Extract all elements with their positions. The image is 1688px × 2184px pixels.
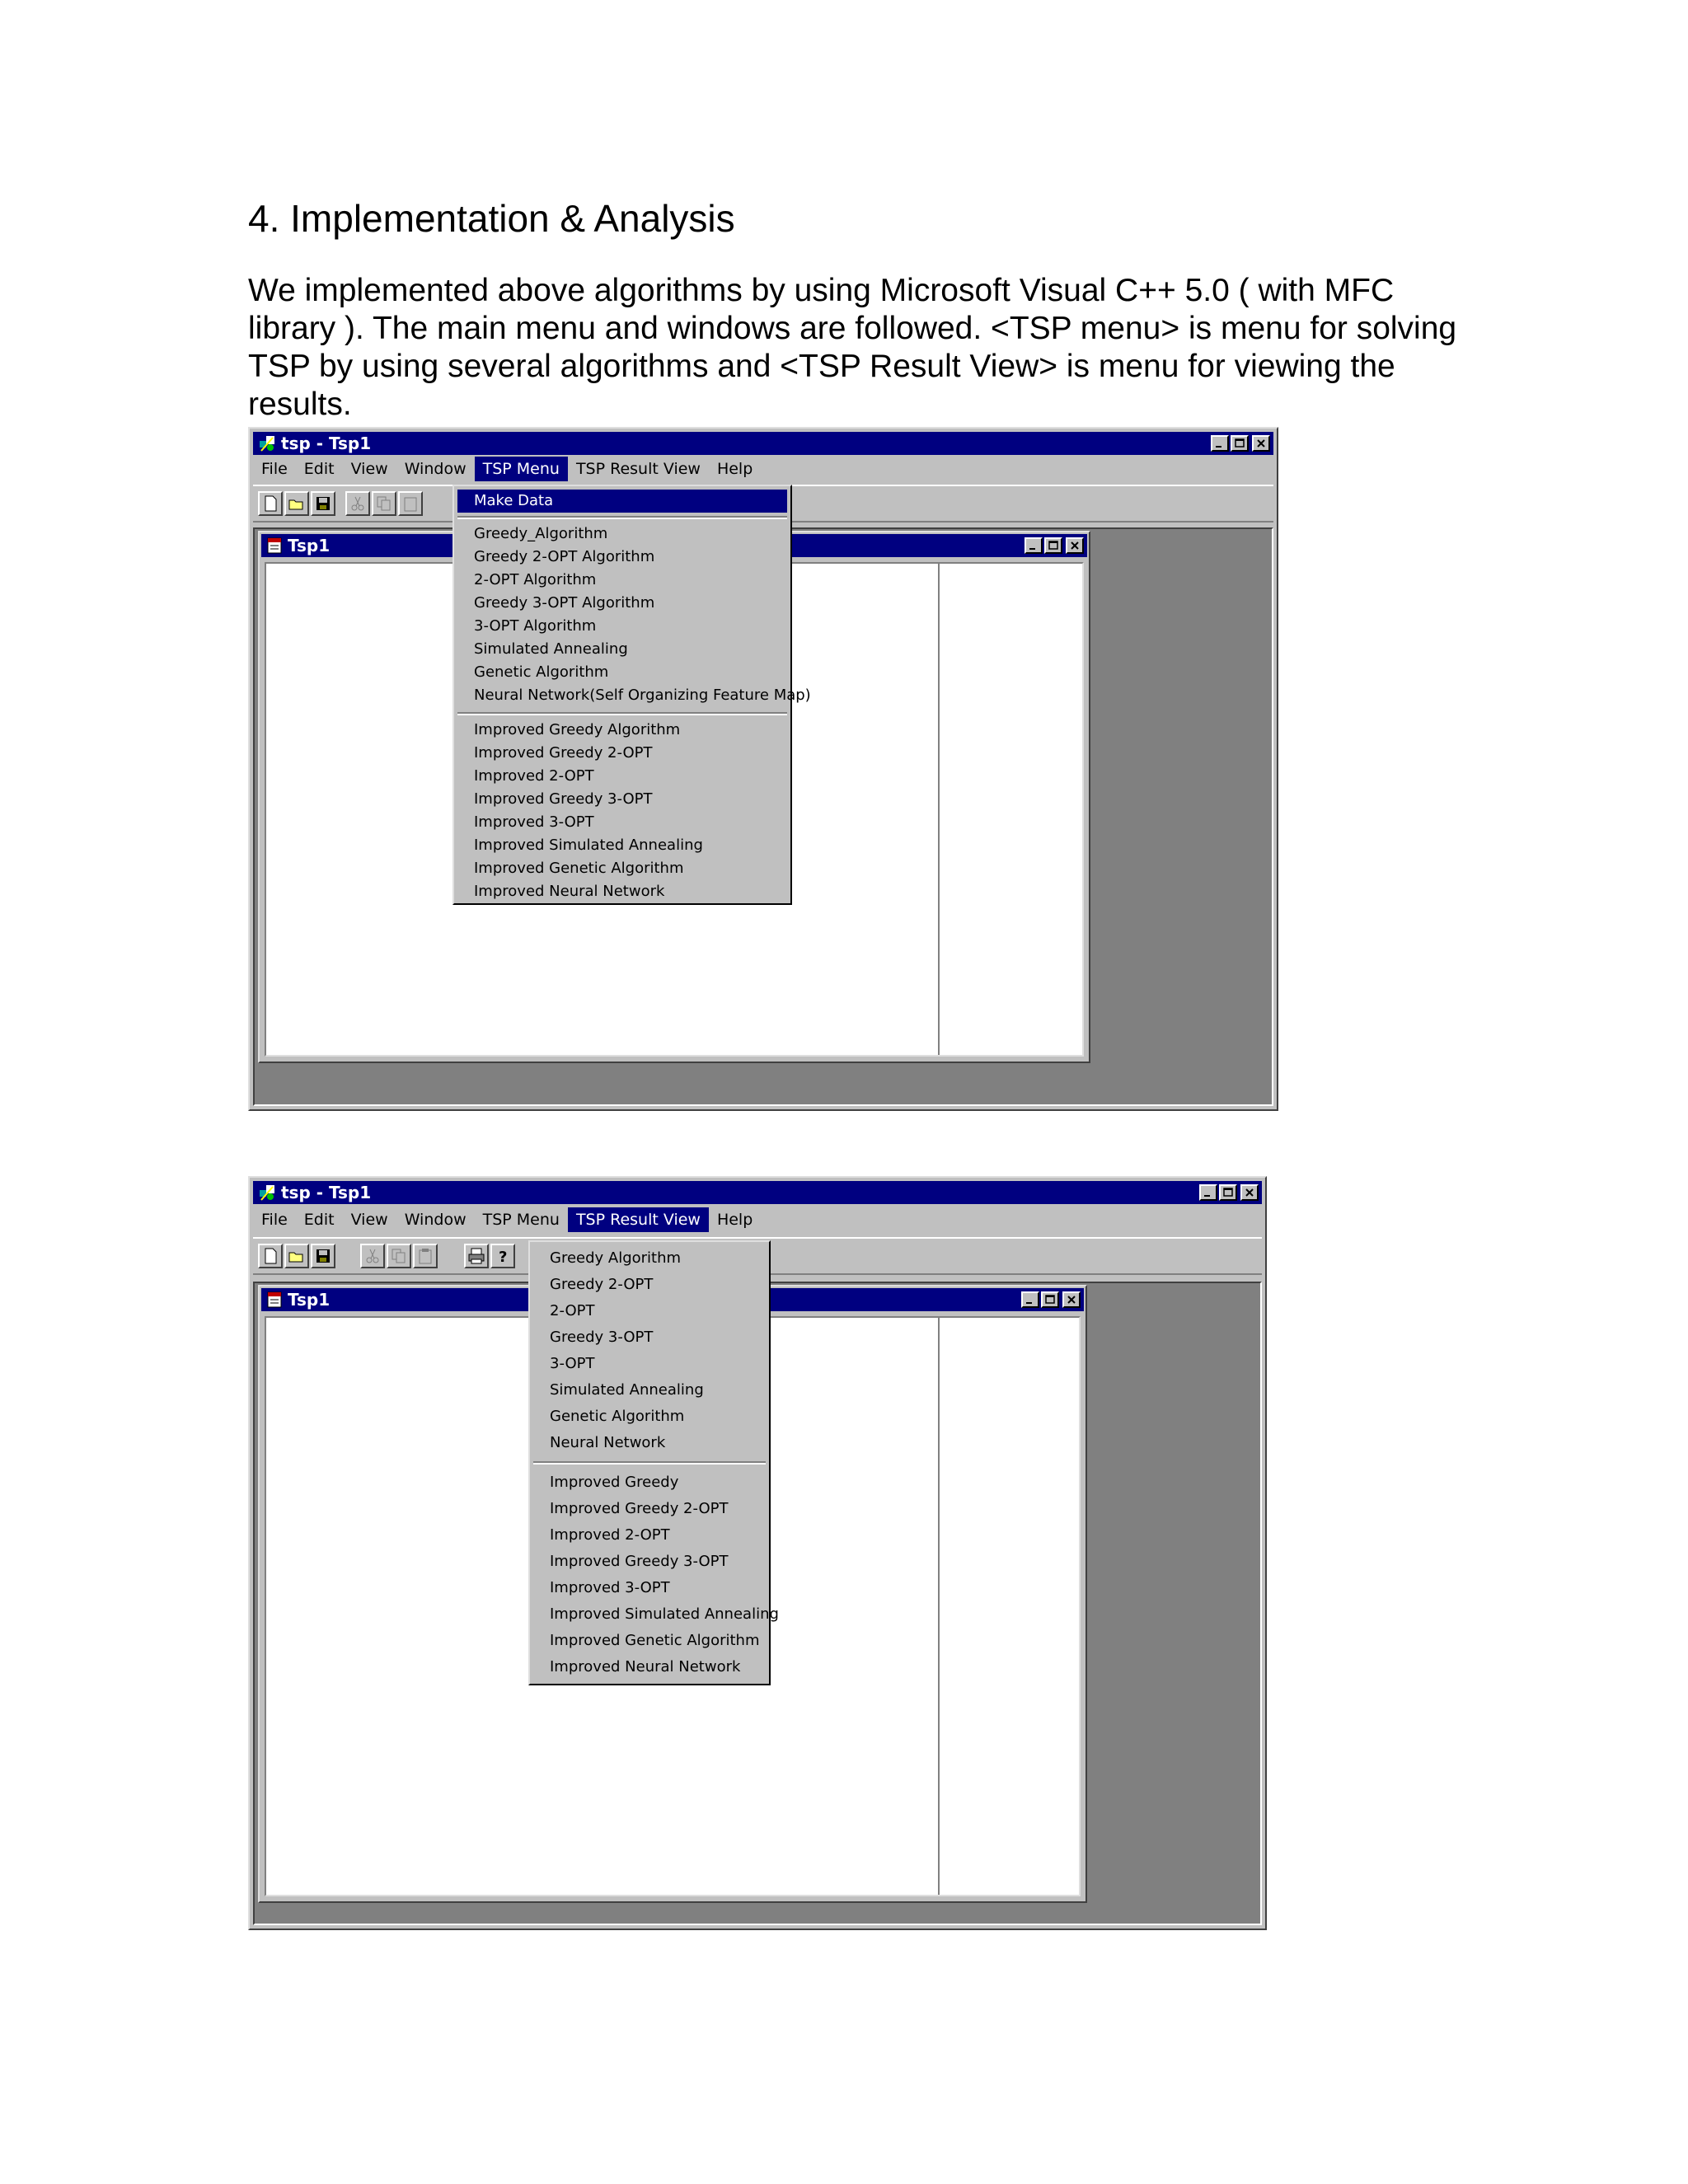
menu-option[interactable]: Improved Neural Network (550, 1658, 741, 1675)
paste-icon (401, 494, 420, 513)
print-button[interactable] (464, 1244, 489, 1268)
app-icon (258, 1183, 276, 1202)
title-bar[interactable] (253, 432, 1273, 455)
menu-bar (253, 457, 1273, 481)
menu-file[interactable]: File (261, 460, 288, 478)
menu-help[interactable]: Help (716, 460, 753, 478)
menu-option[interactable]: Improved Genetic Algorithm (550, 1632, 760, 1649)
open-folder-icon (288, 494, 306, 513)
menu-edit[interactable]: Edit (303, 460, 335, 478)
app-window-tsp-result-view (248, 1176, 1267, 1930)
menu-option[interactable]: Improved Simulated Annealing (474, 837, 703, 854)
menu-option[interactable]: Improved Greedy 3-OPT (474, 790, 653, 808)
menu-option[interactable]: Neural Network (550, 1434, 666, 1451)
menu-tsp-result-view[interactable]: TSP Result View (568, 1207, 709, 1232)
menu-option[interactable]: Genetic Algorithm (474, 663, 609, 681)
menu-option[interactable]: Simulated Annealing (474, 640, 628, 658)
copy-button[interactable] (372, 491, 396, 516)
menu-option[interactable]: Genetic Algorithm (550, 1408, 685, 1425)
menu-window[interactable]: Window (404, 460, 467, 478)
child-close-button[interactable] (1066, 537, 1084, 554)
save-button[interactable] (311, 491, 335, 516)
new-button[interactable] (258, 1244, 283, 1268)
open-folder-icon (288, 1247, 306, 1265)
menu-tsp-result-view[interactable]: TSP Result View (575, 460, 701, 478)
menu-file[interactable]: File (261, 1211, 288, 1229)
menu-option[interactable]: Improved Simulated Annealing (550, 1605, 779, 1623)
menu-option[interactable]: Improved Neural Network (474, 883, 665, 900)
menu-option[interactable]: Greedy_Algorithm (474, 525, 608, 542)
menu-option[interactable]: Improved Greedy 3-OPT (550, 1553, 729, 1570)
maximize-icon (1222, 1187, 1234, 1198)
menu-separator (533, 1461, 766, 1465)
tsp-result-view-dropdown (528, 1240, 779, 1685)
menu-bar (253, 1207, 1262, 1232)
maximize-icon (1044, 1294, 1056, 1305)
scissors-icon (349, 494, 367, 513)
child-window-title: Tsp1 (288, 1290, 331, 1310)
menu-option[interactable]: 3-OPT Algorithm (474, 617, 597, 635)
child-minimize-button[interactable] (1021, 1291, 1039, 1308)
new-button[interactable] (258, 491, 283, 516)
paste-icon (416, 1247, 434, 1265)
menu-option[interactable]: Improved 3-OPT (550, 1579, 670, 1596)
copy-icon (390, 1247, 408, 1265)
title-bar[interactable] (253, 1181, 1262, 1204)
app-icon (258, 434, 276, 452)
open-button[interactable] (284, 491, 309, 516)
child-close-button[interactable] (1062, 1291, 1081, 1308)
copy-icon (375, 494, 393, 513)
menu-option[interactable]: 2-OPT Algorithm (474, 571, 597, 588)
maximize-button[interactable] (1219, 1184, 1237, 1201)
menu-option[interactable]: Neural Network(Self Organizing Feature Map) (474, 687, 811, 704)
menu-tsp-menu[interactable]: TSP Menu (475, 457, 568, 481)
help-question-icon (494, 1247, 512, 1265)
svg-text:?: ? (499, 1249, 508, 1265)
new-file-icon (261, 1247, 279, 1265)
menu-view[interactable]: View (350, 1211, 388, 1229)
save-disk-icon (314, 494, 332, 513)
close-icon (1255, 438, 1267, 449)
menu-option[interactable]: Improved Greedy Algorithm (474, 721, 681, 738)
save-disk-icon (314, 1247, 332, 1265)
paste-button[interactable] (413, 1244, 438, 1268)
menu-option[interactable]: Improved Genetic Algorithm (474, 860, 684, 877)
menu-option[interactable]: Greedy Algorithm (550, 1249, 682, 1267)
menu-view[interactable]: View (350, 460, 388, 478)
splitter-bar[interactable] (938, 564, 940, 1055)
document-icon (265, 1291, 284, 1309)
close-icon (1066, 1294, 1077, 1305)
close-button[interactable] (1240, 1184, 1259, 1201)
menu-window[interactable]: Window (404, 1211, 467, 1229)
menu-separator (457, 516, 787, 519)
menu-option[interactable]: Improved 2-OPT (550, 1526, 670, 1544)
menu-option[interactable]: Greedy 2-OPT Algorithm (474, 548, 655, 565)
menu-option[interactable]: Improved Greedy (550, 1474, 679, 1491)
menu-tsp-menu[interactable]: TSP Menu (482, 1211, 560, 1229)
new-file-icon (261, 494, 279, 513)
menu-option[interactable]: Greedy 3-OPT (550, 1329, 654, 1346)
maximize-button[interactable] (1231, 435, 1249, 452)
close-button[interactable] (1252, 435, 1270, 452)
menu-option[interactable]: 3-OPT (550, 1355, 595, 1372)
section-heading: 4. Implementation & Analysis (248, 197, 735, 240)
child-window-title: Tsp1 (288, 536, 331, 555)
menu-option[interactable]: Improved 3-OPT (474, 813, 594, 831)
tsp-menu-dropdown (452, 485, 811, 905)
splitter-bar[interactable] (938, 1318, 940, 1895)
save-button[interactable] (311, 1244, 335, 1268)
minimize-icon (1025, 1294, 1036, 1305)
menu-option[interactable]: Improved Greedy 2-OPT (550, 1500, 729, 1517)
minimize-button[interactable] (1199, 1184, 1217, 1201)
menu-option[interactable]: Improved Greedy 2-OPT (474, 744, 653, 762)
window-title: tsp - Tsp1 (281, 1183, 372, 1202)
menu-option[interactable]: Improved 2-OPT (474, 767, 594, 785)
maximize-icon (1234, 438, 1245, 449)
maximize-icon (1048, 540, 1059, 551)
menu-option-make-data[interactable]: Make Data (457, 490, 787, 513)
menu-option[interactable]: Greedy 3-OPT Algorithm (474, 594, 655, 612)
close-icon (1069, 540, 1081, 551)
document-icon (265, 537, 284, 555)
app-window-tsp-menu (248, 427, 1278, 1111)
copy-button[interactable] (387, 1244, 411, 1268)
minimize-icon (1203, 1187, 1214, 1198)
child-maximize-button[interactable] (1044, 537, 1062, 554)
scissors-icon (363, 1247, 382, 1265)
printer-icon (467, 1247, 485, 1265)
menu-edit[interactable]: Edit (303, 1211, 335, 1229)
open-button[interactable] (284, 1244, 309, 1268)
paste-button[interactable] (398, 491, 423, 516)
menu-option[interactable]: 2-OPT (550, 1302, 595, 1319)
minimize-icon (1028, 540, 1039, 551)
child-minimize-button[interactable] (1025, 537, 1043, 554)
menu-option[interactable]: Greedy 2-OPT (550, 1276, 654, 1293)
cut-button[interactable] (345, 491, 370, 516)
child-maximize-button[interactable] (1041, 1291, 1059, 1308)
window-title: tsp - Tsp1 (281, 434, 372, 453)
close-icon (1244, 1187, 1255, 1198)
menu-help[interactable]: Help (716, 1211, 753, 1229)
cut-button[interactable] (360, 1244, 385, 1268)
help-button[interactable] (490, 1244, 515, 1268)
minimize-button[interactable] (1211, 435, 1229, 452)
minimize-icon (1214, 438, 1226, 449)
intro-paragraph: We implemented above algorithms by using Microsoft Visual C++ 5.0 ( with MFC library ). The main menu and windows are followed. <TSP menu> is menu for solving TSP by using several algorithms and <TSP Result View> is menu for viewing the results. (248, 273, 1457, 422)
menu-separator (457, 712, 787, 715)
menu-option[interactable]: Simulated Annealing (550, 1381, 704, 1399)
